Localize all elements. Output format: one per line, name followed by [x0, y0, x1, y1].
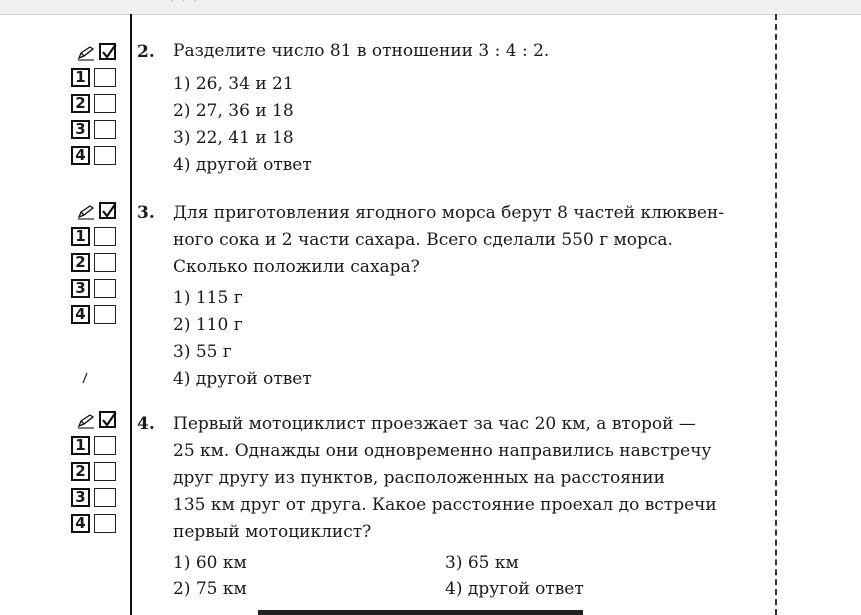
pencil-icon: [78, 204, 96, 220]
option-number: 3: [71, 279, 90, 298]
answer-option: 3) 65 км: [445, 553, 519, 573]
option-number: 3: [71, 120, 90, 139]
pencil-icon: [78, 413, 96, 429]
answer-checkbox[interactable]: [94, 305, 116, 324]
question-line: друг другу из пунктов, расположенных на расстоянии: [173, 468, 665, 488]
bottom-bar: [258, 610, 583, 615]
answer-box-row: [68, 432, 124, 458]
cut-line: [775, 14, 777, 615]
question-line: 135 км друг от друга. Какое расстояние проехал до встречи: [173, 495, 717, 515]
option-number: 1: [71, 436, 90, 455]
answer-option: 2) 110 г: [173, 315, 243, 335]
option-number: 4: [71, 305, 90, 324]
question-text: [173, 200, 758, 281]
question-line: Для приготовления ягодного морса берут 8 частей клюквен-: [173, 203, 724, 223]
answer-gutter-q4: [68, 410, 124, 536]
option-number: 3: [71, 488, 90, 507]
option-number: 1: [71, 227, 90, 246]
question-line: первый мотоциклист?: [173, 522, 372, 542]
answer-box-row: [68, 458, 124, 484]
question-number: 3.: [137, 203, 155, 223]
answer-checkbox[interactable]: [94, 514, 116, 533]
option-number: 4: [71, 146, 90, 165]
answer-box-row: [68, 64, 124, 90]
answer-box-row: [68, 510, 124, 536]
answer-checkbox[interactable]: [94, 146, 116, 165]
answer-checkbox[interactable]: [94, 488, 116, 507]
answer-gutter-q3: [68, 201, 124, 327]
question-line: 25 км. Однажды они одновременно направились навстречу: [173, 441, 712, 461]
answer-option: 4) другой ответ: [173, 155, 312, 175]
option-number: 4: [71, 514, 90, 533]
answer-option: 1) 115 г: [173, 288, 243, 308]
answer-checkbox[interactable]: [94, 68, 116, 87]
question-line: Сколько положили сахара?: [173, 257, 420, 277]
answer-checkbox[interactable]: [94, 227, 116, 246]
answer-option: 2) 27, 36 и 18: [173, 101, 294, 121]
top-cropped-strip: · · ·: [0, 0, 861, 15]
checked-box-icon[interactable]: [99, 411, 116, 428]
answer-checkbox[interactable]: [94, 120, 116, 139]
answer-checkbox[interactable]: [94, 253, 116, 272]
checked-box-icon[interactable]: [99, 43, 116, 60]
question-line: Разделите число 81 в отношении 3 : 4 : 2.: [173, 41, 550, 61]
answer-option: 1) 60 км: [173, 553, 247, 573]
option-number: 2: [71, 462, 90, 481]
question-line: Первый мотоциклист проезжает за час 20 км, а второй —: [173, 414, 696, 434]
answer-checkbox[interactable]: [94, 462, 116, 481]
answer-option: 3) 22, 41 и 18: [173, 128, 294, 148]
answer-box-row: [68, 301, 124, 327]
checked-box-icon[interactable]: [99, 202, 116, 219]
answer-box-row: [68, 484, 124, 510]
answer-box-row: [68, 275, 124, 301]
answer-box-row: [68, 249, 124, 275]
answer-box-row: [68, 90, 124, 116]
question-text: [173, 38, 758, 65]
question-number: 2.: [137, 42, 155, 62]
option-number: 2: [71, 94, 90, 113]
answer-option: 1) 26, 34 и 21: [173, 74, 294, 94]
answer-box-row: [68, 142, 124, 168]
answer-checkbox[interactable]: [94, 436, 116, 455]
question-line: ного сока и 2 части сахара. Всего сделали 550 г морса.: [173, 230, 673, 250]
answer-option: 3) 55 г: [173, 342, 232, 362]
question-number: 4.: [137, 414, 155, 434]
stray-pen-mark: [82, 372, 88, 384]
question-text: [173, 411, 758, 546]
answer-box-row: [68, 116, 124, 142]
option-number: 2: [71, 253, 90, 272]
answer-box-row: [68, 223, 124, 249]
answer-gutter-q2: [68, 42, 124, 168]
answer-option: 2) 75 км: [173, 579, 247, 599]
option-number: 1: [71, 68, 90, 87]
pencil-icon: [78, 45, 96, 61]
answer-checkbox[interactable]: [94, 279, 116, 298]
answer-checkbox[interactable]: [94, 94, 116, 113]
margin-rule: [130, 14, 132, 615]
answer-option: 4) другой ответ: [445, 579, 584, 599]
answer-option: 4) другой ответ: [173, 369, 312, 389]
